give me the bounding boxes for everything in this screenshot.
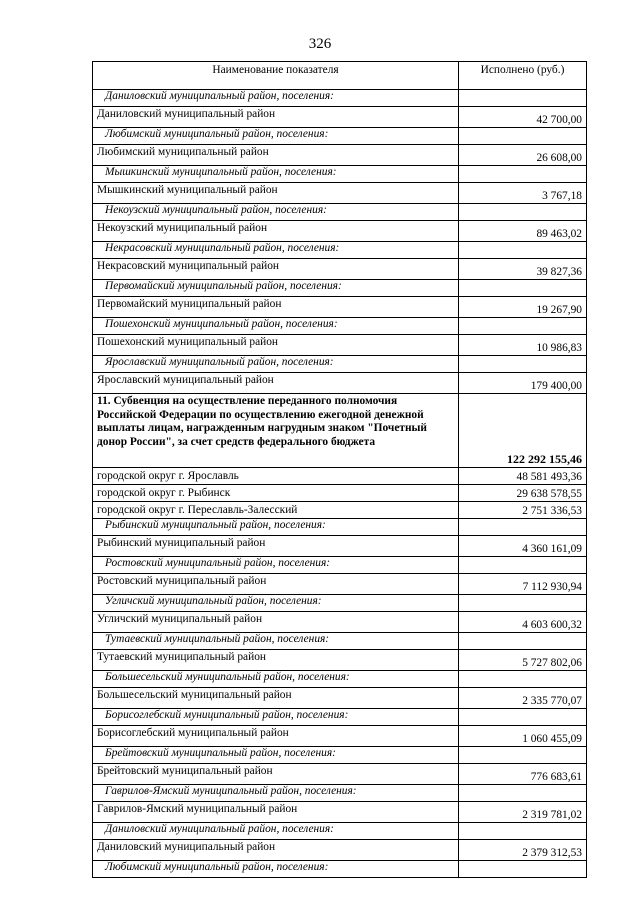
okrug-value-cell: 2 751 336,53 [459, 502, 587, 519]
settlement-value-cell [459, 823, 587, 840]
district-name-cell: Борисоглебский муниципальный район [93, 726, 459, 747]
okrug-row [93, 502, 587, 519]
settlement-row [93, 90, 587, 107]
column-header-name: Наименование показателя [93, 62, 459, 90]
settlement-name-cell: Некоузский муниципальный район, поселения: [93, 204, 459, 221]
district-name-cell: Большесельский муниципальный район [93, 688, 459, 709]
district-name-cell: Даниловский муниципальный район [93, 840, 459, 861]
settlement-row [93, 128, 587, 145]
settlement-row [93, 204, 587, 221]
settlement-name-cell: Мышкинский муниципальный район, поселения: [93, 166, 459, 183]
settlement-value-cell [459, 318, 587, 335]
settlement-row [93, 595, 587, 612]
settlement-row [93, 709, 587, 726]
district-name-cell: Рыбинский муниципальный район [93, 536, 459, 557]
settlement-row [93, 671, 587, 688]
okrug-row [93, 485, 587, 502]
settlement-row [93, 519, 587, 536]
district-name-cell: Некоузский муниципальный район [93, 221, 459, 242]
settlement-value-cell [459, 861, 587, 878]
okrug-row [93, 468, 587, 485]
settlement-row [93, 242, 587, 259]
table-body [93, 90, 587, 878]
district-row [93, 726, 587, 747]
settlement-name-cell: Брейтовский муниципальный район, поселения: [93, 747, 459, 764]
section-value-cell: 122 292 155,46 [459, 394, 587, 468]
district-row [93, 688, 587, 709]
settlement-value-cell [459, 356, 587, 373]
district-name-cell: Любимский муниципальный район [93, 145, 459, 166]
district-value-cell: 19 267,90 [459, 297, 587, 318]
district-row [93, 802, 587, 823]
settlement-value-cell [459, 747, 587, 764]
district-value-cell: 3 767,18 [459, 183, 587, 204]
settlement-value-cell [459, 709, 587, 726]
settlement-name-cell: Борисоглебский муниципальный район, поселения: [93, 709, 459, 726]
settlement-name-cell: Гаврилов-Ямский муниципальный район, поселения: [93, 785, 459, 802]
table-header-row [93, 62, 587, 90]
settlement-name-cell: Некрасовский муниципальный район, поселения: [93, 242, 459, 259]
settlement-value-cell [459, 595, 587, 612]
district-value-cell: 10 986,83 [459, 335, 587, 356]
district-value-cell: 776 683,61 [459, 764, 587, 785]
settlement-name-cell: Даниловский муниципальный район, поселения: [93, 90, 459, 107]
district-row [93, 650, 587, 671]
okrug-name-cell: городской округ г. Ярославль [93, 468, 459, 485]
settlement-value-cell [459, 671, 587, 688]
settlement-value-cell [459, 519, 587, 536]
district-row [93, 574, 587, 595]
settlement-name-cell: Тутаевский муниципальный район, поселения: [93, 633, 459, 650]
district-value-cell: 179 400,00 [459, 373, 587, 394]
settlement-row [93, 166, 587, 183]
settlement-value-cell [459, 242, 587, 259]
district-name-cell: Тутаевский муниципальный район [93, 650, 459, 671]
settlement-value-cell [459, 633, 587, 650]
settlement-name-cell: Ростовский муниципальный район, поселения: [93, 557, 459, 574]
district-value-cell: 2 379 312,53 [459, 840, 587, 861]
settlement-value-cell [459, 90, 587, 107]
settlement-name-cell: Ярославский муниципальный район, поселения: [93, 356, 459, 373]
settlement-row [93, 318, 587, 335]
district-row [93, 259, 587, 280]
settlement-row [93, 823, 587, 840]
okrug-name-cell: городской округ г. Рыбинск [93, 485, 459, 502]
settlement-row [93, 861, 587, 878]
settlement-value-cell [459, 204, 587, 221]
settlement-name-cell: Любимский муниципальный район, поселения: [93, 861, 459, 878]
settlement-name-cell: Большесельский муниципальный район, поселения: [93, 671, 459, 688]
settlement-name-cell: Первомайский муниципальный район, поселения: [93, 280, 459, 297]
district-value-cell: 89 463,02 [459, 221, 587, 242]
district-row [93, 221, 587, 242]
section-name-cell: 11. Субвенция на осуществление переданного полномочия Российской Федерации по осуществлению ежегодной денежной выплаты лицам, награжденным нагрудным знаком "Почетный донор России", за счет средств федерального бюджета [93, 394, 459, 468]
district-name-cell: Ростовский муниципальный район [93, 574, 459, 595]
district-row [93, 107, 587, 128]
district-row [93, 297, 587, 318]
district-row [93, 145, 587, 166]
district-value-cell: 39 827,36 [459, 259, 587, 280]
district-value-cell: 7 112 930,94 [459, 574, 587, 595]
settlement-value-cell [459, 557, 587, 574]
district-row [93, 373, 587, 394]
district-row [93, 840, 587, 861]
settlement-row [93, 633, 587, 650]
settlement-value-cell [459, 166, 587, 183]
page-number: 326 [308, 36, 332, 52]
settlement-name-cell: Любимский муниципальный район, поселения: [93, 128, 459, 145]
district-value-cell: 1 060 455,09 [459, 726, 587, 747]
district-value-cell: 5 727 802,06 [459, 650, 587, 671]
district-name-cell: Пошехонский муниципальный район [93, 335, 459, 356]
district-name-cell: Брейтовский муниципальный район [93, 764, 459, 785]
settlement-row [93, 280, 587, 297]
district-row [93, 335, 587, 356]
district-row [93, 183, 587, 204]
district-value-cell: 4 360 161,09 [459, 536, 587, 557]
settlement-name-cell: Угличский муниципальный район, поселения: [93, 595, 459, 612]
district-name-cell: Некрасовский муниципальный район [93, 259, 459, 280]
district-name-cell: Гаврилов-Ямский муниципальный район [93, 802, 459, 823]
district-value-cell: 26 608,00 [459, 145, 587, 166]
okrug-value-cell: 29 638 578,55 [459, 485, 587, 502]
district-value-cell: 2 319 781,02 [459, 802, 587, 823]
settlement-value-cell [459, 280, 587, 297]
district-row [93, 536, 587, 557]
settlement-row [93, 785, 587, 802]
settlement-value-cell [459, 128, 587, 145]
settlement-row [93, 747, 587, 764]
section-row [93, 394, 587, 468]
district-name-cell: Даниловский муниципальный район [93, 107, 459, 128]
settlement-name-cell: Рыбинский муниципальный район, поселения: [93, 519, 459, 536]
settlement-row [93, 557, 587, 574]
okrug-name-cell: городской округ г. Переславль-Залесский [93, 502, 459, 519]
district-name-cell: Мышкинский муниципальный район [93, 183, 459, 204]
settlement-value-cell [459, 785, 587, 802]
district-name-cell: Угличский муниципальный район [93, 612, 459, 633]
settlement-name-cell: Даниловский муниципальный район, поселения: [93, 823, 459, 840]
column-header-value: Исполнено (руб.) [459, 62, 587, 90]
district-value-cell: 2 335 770,07 [459, 688, 587, 709]
okrug-value-cell: 48 581 493,36 [459, 468, 587, 485]
district-name-cell: Первомайский муниципальный район [93, 297, 459, 318]
settlement-name-cell: Пошехонский муниципальный район, поселения: [93, 318, 459, 335]
district-row [93, 764, 587, 785]
district-value-cell: 4 603 600,32 [459, 612, 587, 633]
district-value-cell: 42 700,00 [459, 107, 587, 128]
settlement-row [93, 356, 587, 373]
budget-table [92, 61, 587, 878]
district-row [93, 612, 587, 633]
district-name-cell: Ярославский муниципальный район [93, 373, 459, 394]
